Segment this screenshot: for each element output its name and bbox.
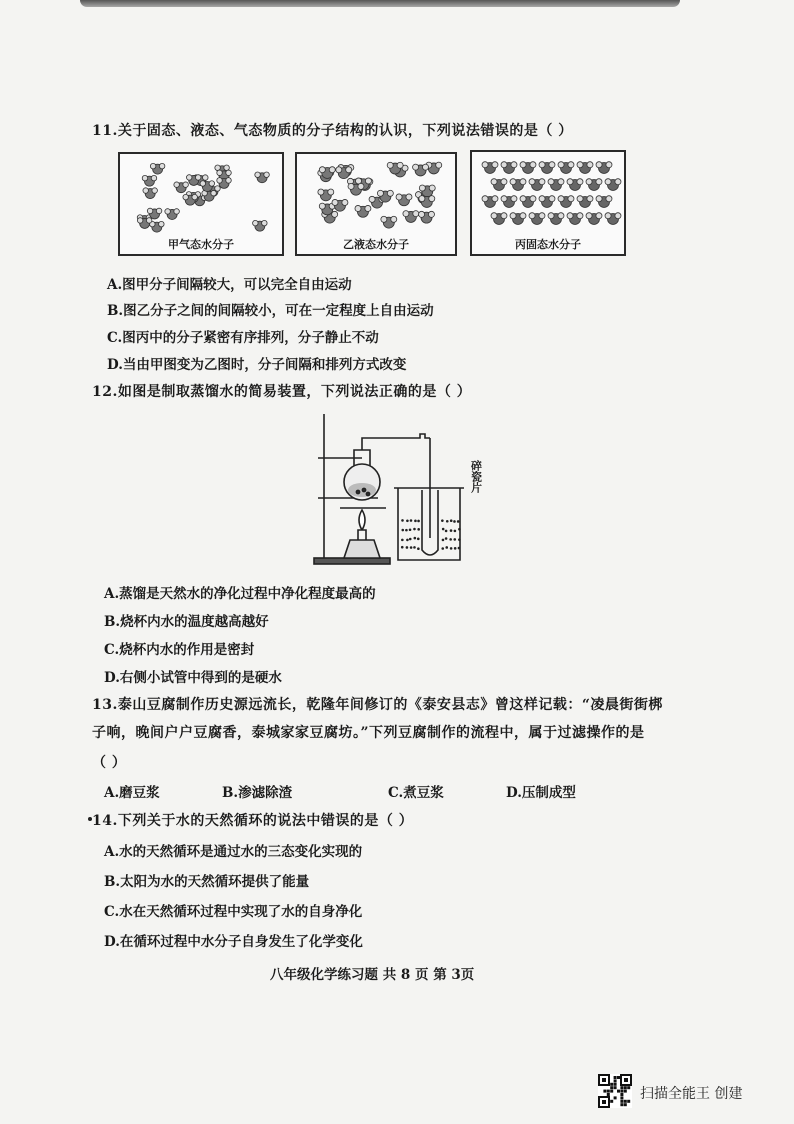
q12-option-d: D.右侧小试管中得到的是硬水 <box>104 670 282 686</box>
question-11-stem: 11.关于固态、液态、气态物质的分子结构的认识，下列说法错误的是（ ） <box>92 123 573 139</box>
question-13-stem-line3: （ ） <box>92 755 127 771</box>
distillation-apparatus-figure <box>300 410 510 570</box>
q11-option-a: A.图甲分子间隔较大，可以完全自由运动 <box>107 277 352 293</box>
q14-option-a: A.水的天然循环是通过水的三态变化实现的 <box>104 844 363 860</box>
q13-option-a: A.磨豆浆 <box>104 785 160 801</box>
q14-option-d: D.在循环过程中水分子自身发生了化学变化 <box>104 934 363 950</box>
panel-caption-solid: 丙固态水分子 <box>515 238 581 251</box>
q11-option-d: D.当由甲图变为乙图时，分子间隔和排列方式改变 <box>107 357 407 373</box>
q13-option-b: B.渗滤除渣 <box>222 785 293 801</box>
panel-solid-molecules <box>470 150 626 256</box>
q11-option-b: B.图乙分子之间的间隔较小，可在一定程度上自由运动 <box>107 303 434 319</box>
q14-option-b: B.太阳为水的天然循环提供了能量 <box>104 874 310 890</box>
qr-code-icon <box>598 1074 632 1108</box>
question-13-stem-line1: 13.泰山豆腐制作历史源远流长，乾隆年间修订的《泰安县志》曾这样记载：“凌晨街街梆 <box>92 697 663 713</box>
page-footer: 八年级化学练习题 共 8 页 第 3页 <box>270 967 475 983</box>
bleed-through-text <box>515 571 527 588</box>
broken-porcelain-label: 碎瓷片 <box>469 460 483 493</box>
q12-option-c: C.烧杯内水的作用是密封 <box>104 642 255 658</box>
q12-option-b: B.烧杯内水的温度越高越好 <box>104 614 269 630</box>
q13-option-c: C.煮豆浆 <box>388 785 444 801</box>
q14-option-c: C.水在天然循环过程中实现了水的自身净化 <box>104 904 363 920</box>
scanner-watermark: 扫描全能王 创建 <box>640 1086 743 1102</box>
q12-option-a: A.蒸馏是天然水的净化过程中净化程度最高的 <box>104 586 376 602</box>
panel-gas-molecules <box>118 152 284 256</box>
panel-liquid-molecules <box>295 152 457 256</box>
q11-option-c: C.图丙中的分子紧密有序排列，分子静止不动 <box>107 330 379 346</box>
q13-option-d: D.压制成型 <box>506 785 576 801</box>
panel-caption-gas: 甲气态水分子 <box>168 238 234 251</box>
question-12-stem: 12.如图是制取蒸馏水的简易装置，下列说法正确的是（ ） <box>92 384 472 400</box>
question-13-stem-line2: 子响，晚间户户豆腐香，泰城家家豆腐坊。”下列豆腐制作的流程中，属于过滤操作的是 <box>92 725 645 741</box>
question-14-stem: 14.下列关于水的天然循环的说法中错误的是（ ） <box>92 813 414 829</box>
panel-caption-liquid: 乙液态水分子 <box>343 238 409 251</box>
scan-edge-shadow <box>80 0 680 7</box>
